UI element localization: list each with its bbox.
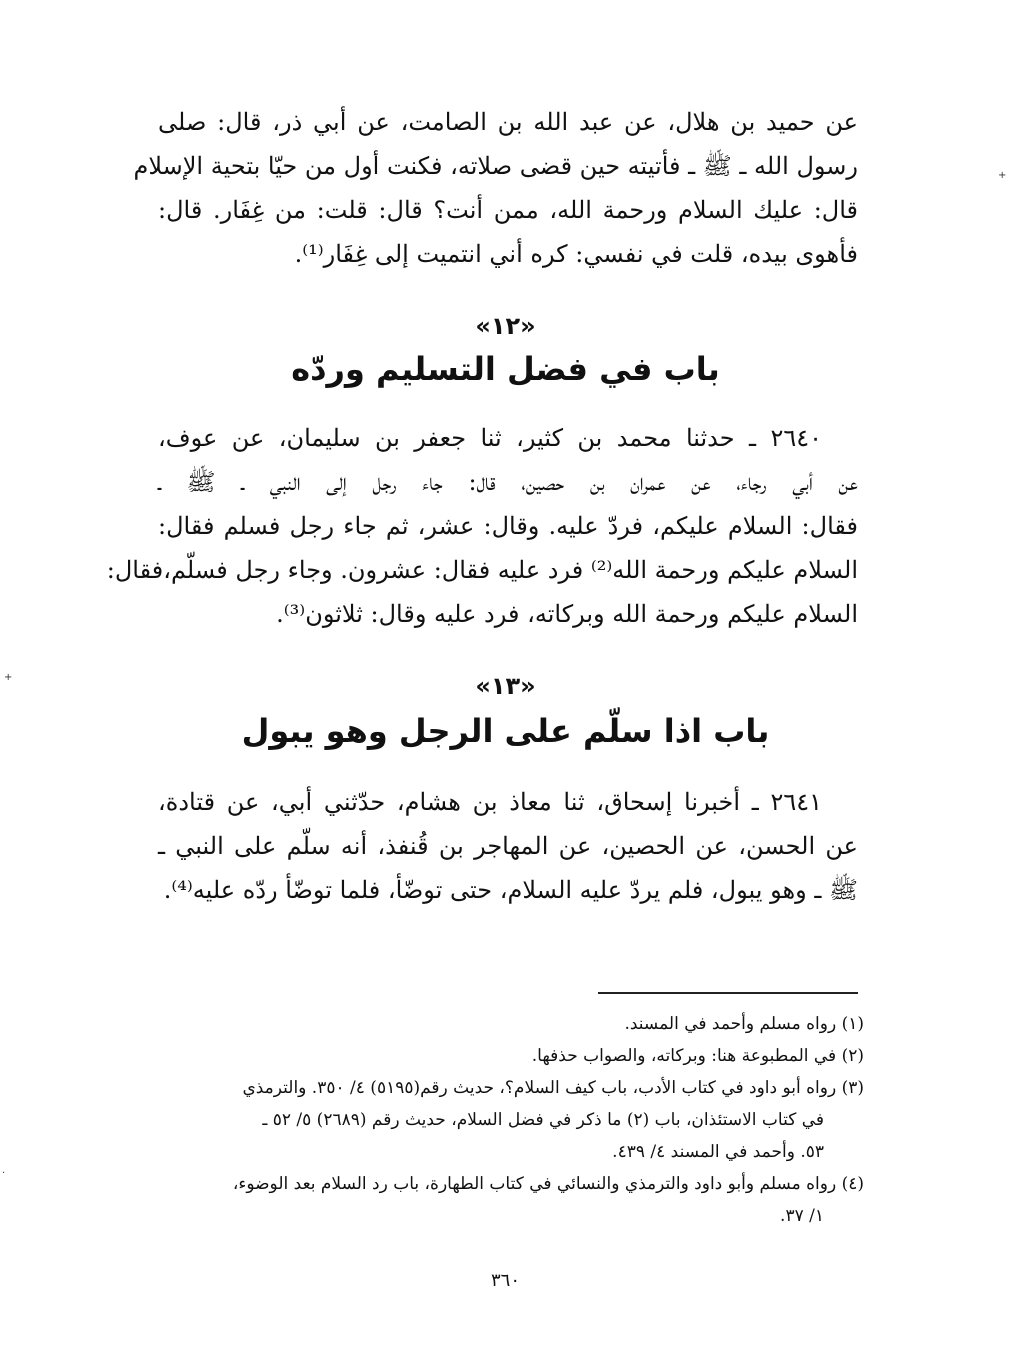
opening-paragraph	[133, 100, 858, 276]
text-line: عن حميد بن هلال، عن عبد الله بن الصامت، عن أبي ذر، قال: صلى	[158, 108, 858, 136]
footnote-line: (١) رواه مسلم وأحمد في المسند.	[624, 1014, 864, 1034]
scan-speck: +	[998, 170, 1007, 181]
footnote-line: في كتاب الاستئذان، باب (٢) ما ذكر في فضل السلام، حديث رقم (٢٦٨٩) ٥/ ٥٢ ـ	[262, 1110, 824, 1130]
footnote-line: (٣) رواه أبو داود في كتاب الأدب، باب كيف السلام؟، حديث رقم(٥١٩٥) ٤/ ٣٥٠. والترمذي	[242, 1078, 864, 1098]
hadith-2641	[158, 780, 858, 912]
text-line: السلام عليكم ورحمة الله وبركاته، فرد عليه وقال: ثلاثون⁽³⁾.	[276, 600, 858, 628]
text-line: ٢٦٤١ ـ أخبرنا إسحاق، ثنا معاذ بن هشام، حدّثني أبي، عن قتادة،	[158, 788, 822, 816]
footnote-4	[168, 1168, 864, 1232]
footnote-1	[168, 1008, 864, 1040]
scan-speck: +	[4, 672, 13, 683]
footnote-line: (٤) رواه مسلم وأبو داود والترمذي والنسائي في كتاب الطهارة، باب رد السلام بعد الوضوء،	[232, 1174, 864, 1194]
chapter-title: باب في فضل التسليم وردّه	[291, 350, 720, 388]
text-line: قال: عليك السلام ورحمة الله، ممن أنت؟ قال: قلت: من غِفَار. قال:	[158, 196, 858, 224]
text-line: عن أبي رجاء، عن عمران بن حصين، قال: جاء رجل إلى النبي ـ ﷺ ـ	[158, 468, 858, 496]
footnote-line: ٥٣. وأحمد في المسند ٤/ ٤٣٩.	[612, 1142, 824, 1162]
chapter-title: باب اذا سلّم على الرجل وهو يبول	[241, 712, 770, 750]
text-line: رسول الله ـ ﷺ ـ فأتيته حين قضى صلاته، فكنت أول من حيّا بتحية الإسلام	[133, 152, 858, 180]
text-line: السلام عليكم ورحمة الله⁽²⁾ فرد عليه فقال: عشرون. وجاء رجل فسلّم،فقال:	[106, 556, 858, 584]
footnote-3	[168, 1072, 864, 1168]
page-number: ٣٦٠	[490, 1270, 520, 1291]
text-line: فأهوى بيده، قلت في نفسي: كره أني انتميت إلى غِفَار⁽¹⁾.	[294, 240, 858, 268]
footnote-2	[168, 1040, 864, 1072]
text-line: فقال: السلام عليكم، فردّ عليه. وقال: عشر، ثم جاء رجل فسلم فقال:	[158, 512, 858, 540]
text-line: ٢٦٤٠ ـ حدثنا محمد بن كثير، ثنا جعفر بن سليمان، عن عوف،	[158, 424, 822, 452]
footnote-line: (٢) في المطبوعة هنا: وبركاته، والصواب حذفها.	[531, 1046, 864, 1066]
scan-speck: ·	[2, 1168, 6, 1179]
text-line: عن الحسن، عن الحصين، عن المهاجر بن قُنفذ، أنه سلّم على النبي ـ	[158, 832, 858, 860]
footnote-line: ١/ ٣٧.	[780, 1206, 824, 1226]
footnote-divider	[598, 992, 858, 994]
text-line: ﷺ ـ وهو يبول، فلم يردّ عليه السلام، حتى توضّأ، فلما توضّأ ردّه عليه⁽⁴⁾.	[163, 876, 858, 904]
chapter-number: «١٢»	[475, 312, 536, 340]
chapter-number: «١٣»	[475, 672, 536, 700]
hadith-2640	[106, 416, 858, 636]
